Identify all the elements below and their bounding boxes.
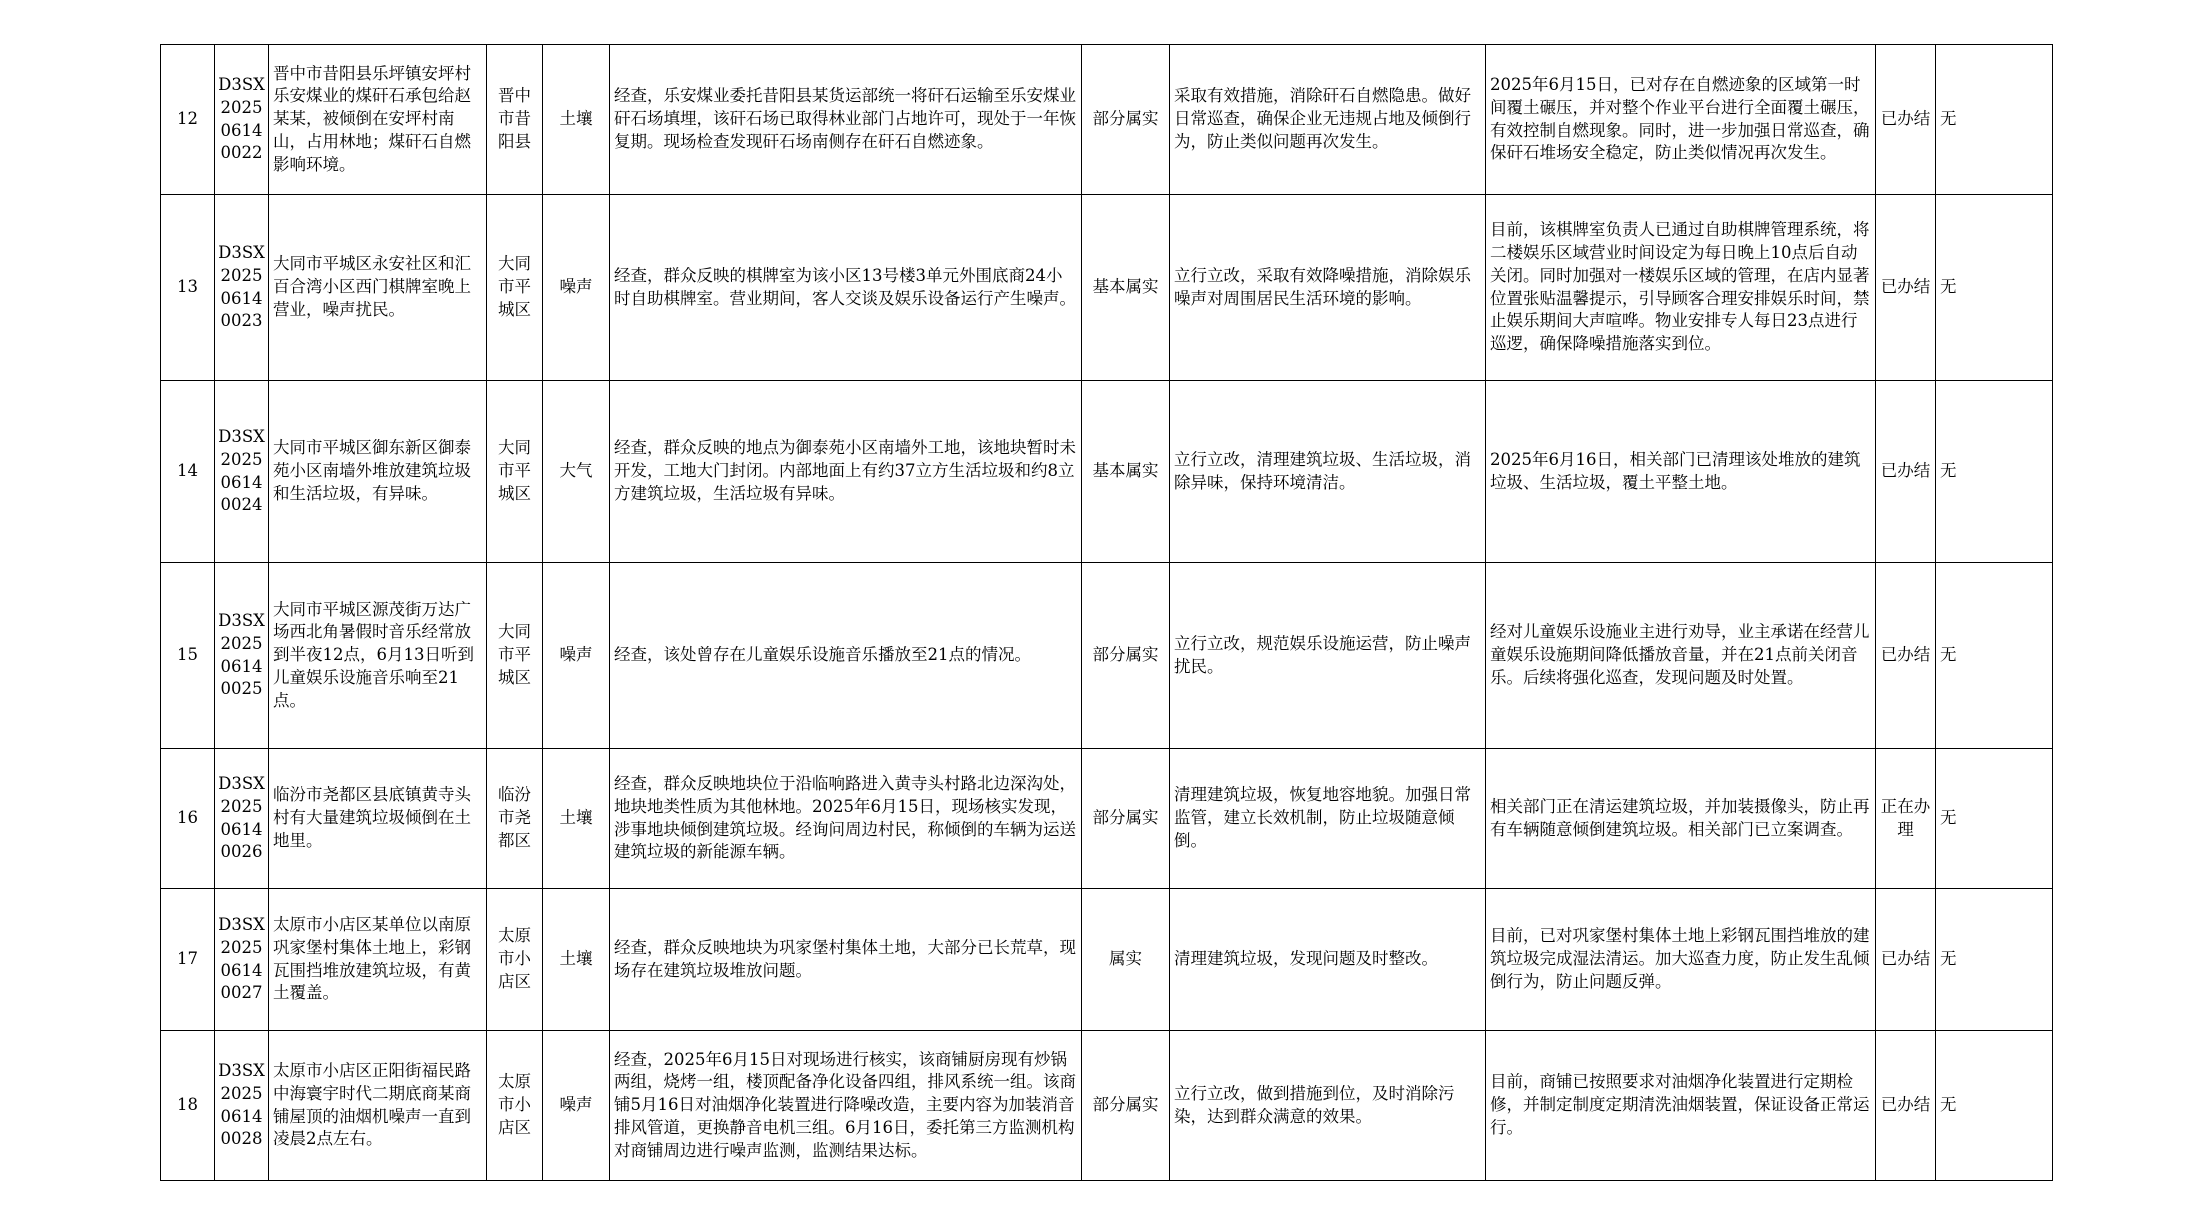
table-row	[161, 1031, 2053, 1181]
case-code: D3SX202506140023	[215, 195, 269, 381]
rectification-progress: 2025年6月15日，已对存在自燃迹象的区域第一时间覆土碾压，并对整个作业平台进行全面覆土碾压，有效控制自燃现象。同时，进一步加强日常巡查，确保矸石堆场安全稳定，防止类似情况再次发生。	[1486, 45, 1876, 195]
case-status: 已办结	[1876, 889, 1936, 1031]
accountability: 无	[1936, 381, 2053, 563]
rectification-goal: 立行立改，采取有效降噪措施，消除娱乐噪声对周围居民生活环境的影响。	[1170, 195, 1486, 381]
case-status: 正在办理	[1876, 749, 1936, 889]
rectification-goal: 采取有效措施，消除矸石自燃隐患。做好日常巡查，确保企业无违规占地及倾倒行为，防止类似问题再次发生。	[1170, 45, 1486, 195]
row-number: 12	[161, 45, 215, 195]
pollution-type: 土壤	[543, 889, 610, 1031]
rectification-goal: 清理建筑垃圾，发现问题及时整改。	[1170, 889, 1486, 1031]
rectification-goal: 立行立改，规范娱乐设施运营，防止噪声扰民。	[1170, 563, 1486, 749]
rectification-progress: 2025年6月16日，相关部门已清理该处堆放的建筑垃圾、生活垃圾，覆土平整土地。	[1486, 381, 1876, 563]
pollution-type: 噪声	[543, 1031, 610, 1181]
case-code: D3SX202506140026	[215, 749, 269, 889]
investigation-finding: 经查，群众反映的地点为御泰苑小区南墙外工地，该地块暂时未开发，工地大门封闭。内部地面上有约37立方生活垃圾和约8立方建筑垃圾，生活垃圾有异味。	[610, 381, 1082, 563]
row-number: 17	[161, 889, 215, 1031]
case-status: 已办结	[1876, 381, 1936, 563]
rectification-progress: 经对儿童娱乐设施业主进行劝导，业主承诺在经营儿童娱乐设施期间降低播放音量，并在21点前关闭音乐。后续将强化巡查，发现问题及时处置。	[1486, 563, 1876, 749]
complaint-content: 大同市平城区源茂街万达广场西北角暑假时音乐经常放到半夜12点，6月13日听到儿童娱乐设施音乐响至21点。	[269, 563, 487, 749]
table-row	[161, 749, 2053, 889]
verdict: 部分属实	[1082, 1031, 1170, 1181]
case-status: 已办结	[1876, 45, 1936, 195]
administrative-region: 临汾市尧都区	[487, 749, 543, 889]
investigation-finding: 经查，2025年6月15日对现场进行核实，该商铺厨房现有炒锅两组，烧烤一组，楼顶配备净化设备四组，排风系统一组。该商铺5月16日对油烟净化装置进行降噪改造，主要内容为加装消音排风管道，更换静音电机三组。6月16日，委托第三方监测机构对商铺周边进行噪声监测，监测结果达标。	[610, 1031, 1082, 1181]
rectification-progress: 目前，商铺已按照要求对油烟净化装置进行定期检修，并制定制度定期清洗油烟装置，保证设备正常运行。	[1486, 1031, 1876, 1181]
investigation-finding: 经查，群众反映地块为巩家堡村集体土地，大部分已长荒草，现场存在建筑垃圾堆放问题。	[610, 889, 1082, 1031]
rectification-goal: 立行立改，做到措施到位，及时消除污染，达到群众满意的效果。	[1170, 1031, 1486, 1181]
accountability: 无	[1936, 563, 2053, 749]
administrative-region: 太原市小店区	[487, 1031, 543, 1181]
verdict: 部分属实	[1082, 749, 1170, 889]
accountability: 无	[1936, 195, 2053, 381]
table-row	[161, 45, 2053, 195]
pollution-type: 噪声	[543, 195, 610, 381]
rectification-progress: 目前，该棋牌室负责人已通过自助棋牌管理系统，将二楼娱乐区域营业时间设定为每日晚上10点后自动关闭。同时加强对一楼娱乐区域的管理，在店内显著位置张贴温馨提示，引导顾客合理安排娱乐时间，禁止娱乐期间大声喧哗。物业安排专人每日23点进行巡逻，确保降噪措施落实到位。	[1486, 195, 1876, 381]
pollution-type: 土壤	[543, 749, 610, 889]
complaint-content: 太原市小店区某单位以南原巩家堡村集体土地上，彩钢瓦围挡堆放建筑垃圾，有黄土覆盖。	[269, 889, 487, 1031]
pollution-type: 大气	[543, 381, 610, 563]
verdict: 属实	[1082, 889, 1170, 1031]
case-code: D3SX202506140028	[215, 1031, 269, 1181]
rectification-progress: 相关部门正在清运建筑垃圾，并加装摄像头，防止再有车辆随意倾倒建筑垃圾。相关部门已立案调查。	[1486, 749, 1876, 889]
accountability: 无	[1936, 889, 2053, 1031]
row-number: 14	[161, 381, 215, 563]
row-number: 15	[161, 563, 215, 749]
accountability: 无	[1936, 749, 2053, 889]
table-row	[161, 381, 2053, 563]
investigation-finding: 经查，该处曾存在儿童娱乐设施音乐播放至21点的情况。	[610, 563, 1082, 749]
verdict: 部分属实	[1082, 45, 1170, 195]
rectification-goal: 清理建筑垃圾，恢复地容地貌。加强日常监管，建立长效机制，防止垃圾随意倾倒。	[1170, 749, 1486, 889]
case-code: D3SX202506140022	[215, 45, 269, 195]
complaint-content: 大同市平城区御东新区御泰苑小区南墙外堆放建筑垃圾和生活垃圾，有异味。	[269, 381, 487, 563]
table-row	[161, 195, 2053, 381]
accountability: 无	[1936, 45, 2053, 195]
pollution-type: 噪声	[543, 563, 610, 749]
investigation-finding: 经查，乐安煤业委托昔阳县某货运部统一将矸石运输至乐安煤业矸石场填埋，该矸石场已取得林业部门占地许可，现处于一年恢复期。现场检查发现矸石场南侧存在矸石自燃迹象。	[610, 45, 1082, 195]
verdict: 基本属实	[1082, 381, 1170, 563]
row-number: 18	[161, 1031, 215, 1181]
investigation-finding: 经查，群众反映的棋牌室为该小区13号楼3单元外围底商24小时自助棋牌室。营业期间，客人交谈及娱乐设备运行产生噪声。	[610, 195, 1082, 381]
administrative-region: 太原市小店区	[487, 889, 543, 1031]
complaint-content: 晋中市昔阳县乐坪镇安坪村乐安煤业的煤矸石承包给赵某某，被倾倒在安坪村南山，占用林地；煤矸石自燃影响环境。	[269, 45, 487, 195]
case-code: D3SX202506140024	[215, 381, 269, 563]
table-row	[161, 563, 2053, 749]
administrative-region: 晋中市昔阳县	[487, 45, 543, 195]
verdict: 部分属实	[1082, 563, 1170, 749]
row-number: 16	[161, 749, 215, 889]
complaint-content: 大同市平城区永安社区和汇百合湾小区西门棋牌室晚上营业，噪声扰民。	[269, 195, 487, 381]
pollution-type: 土壤	[543, 45, 610, 195]
administrative-region: 大同市平城区	[487, 195, 543, 381]
table-row	[161, 889, 2053, 1031]
administrative-region: 大同市平城区	[487, 381, 543, 563]
investigation-finding: 经查，群众反映地块位于沿临响路进入黄寺头村路北边深沟处，地块地类性质为其他林地。2025年6月15日，现场核实发现，涉事地块倾倒建筑垃圾。经询问周边村民，称倾倒的车辆为运送建筑垃圾的新能源车辆。	[610, 749, 1082, 889]
complaint-content: 太原市小店区正阳街福民路中海寰宇时代二期底商某商铺屋顶的油烟机噪声一直到凌晨2点左右。	[269, 1031, 487, 1181]
case-status: 已办结	[1876, 195, 1936, 381]
case-code: D3SX202506140027	[215, 889, 269, 1031]
row-number: 13	[161, 195, 215, 381]
rectification-progress: 目前，已对巩家堡村集体土地上彩钢瓦围挡堆放的建筑垃圾完成湿法清运。加大巡查力度，防止发生乱倾倒行为，防止问题反弹。	[1486, 889, 1876, 1031]
case-code: D3SX202506140025	[215, 563, 269, 749]
accountability: 无	[1936, 1031, 2053, 1181]
case-status: 已办结	[1876, 1031, 1936, 1181]
complaint-table	[160, 44, 2053, 1181]
rectification-goal: 立行立改，清理建筑垃圾、生活垃圾，消除异味，保持环境清洁。	[1170, 381, 1486, 563]
verdict: 基本属实	[1082, 195, 1170, 381]
administrative-region: 大同市平城区	[487, 563, 543, 749]
case-status: 已办结	[1876, 563, 1936, 749]
complaint-content: 临汾市尧都区县底镇黄寺头村有大量建筑垃圾倾倒在土地里。	[269, 749, 487, 889]
